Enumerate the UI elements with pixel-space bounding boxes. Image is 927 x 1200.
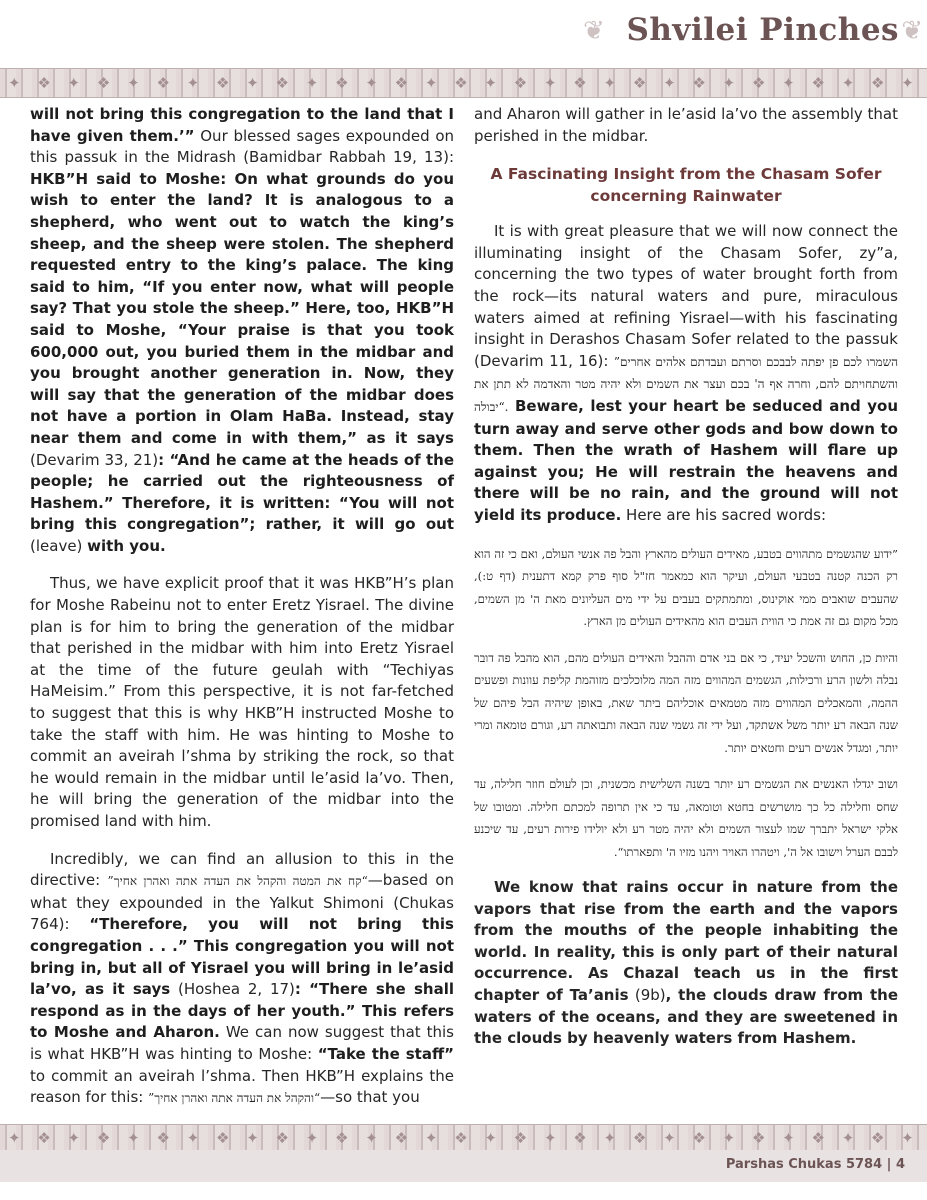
paragraph-proof: Thus, we have explicit proof that it was HKB”H’s plan for Moshe Rabeinu not to enter Eretz Yisrael. The divine plan is for him to bring the generation of the midbar that perished in the midbar with him into Eretz Yisrael at the time of the future geulah with “Techiyas HaMeisim.” From this perspective, it is not far-fetched to suggest that this is why HKB”H instructed Moshe to take the staff with him. He was hinting to Moshe to commit an aveirah l’shma by striking the rock, so that he would remain in the midbar until le’asid la’vo. Then, he will bring the generation of the midbar into the promised land with him.: [30, 574, 454, 830]
swirl-ornament-icon: ❦: [901, 16, 923, 46]
band-ornament: ✦ ❖ ✦ ❖ ✦ ❖ ✦ ❖ ✦ ❖ ✦ ❖ ✦ ❖ ✦ ❖ ✦ ❖ ✦ ❖ ✦ ❖ ✦ ❖ ✦ ❖ ✦ ❖ ✦ ❖ ✦: [8, 74, 920, 92]
swirl-ornament-icon: ❦: [583, 16, 605, 46]
page-header: [0, 0, 927, 110]
right-column: [474, 104, 898, 1066]
band-ornament: ✦ ❖ ✦ ❖ ✦ ❖ ✦ ❖ ✦ ❖ ✦ ❖ ✦ ❖ ✦ ❖ ✦ ❖ ✦ ❖ ✦ ❖ ✦ ❖ ✦ ❖ ✦ ❖ ✦ ❖ ✦: [8, 1129, 920, 1147]
paragraph-midrash: will not bring this congregation to the land that I have given them.’” Our blessed sages expounded on this passuk in the Midrash (Bamidbar Rabbah 19, 13): HKB”H said to Moshe: On what grounds do you wish to enter the land? It is analogous to a shepherd, who went out to watch the king’s sheep, and the sheep were stolen. The shepherd requested entry to the king’s palace. The king said to him, “If you enter now, what will people say? That you stole the sheep.” Here, too, HKB”H said to Moshe, “Your praise is that you took 600,000 out, you buried them in the midbar and you brought another generation in. Now, they will say that the generation of the midbar does not have a portion in Olam HaBa. Instead, stay near them and come in with them,” as it says (Devarim 33, 21): “And he came at the heads of the people; he carried out the righteousness of Hashem.” Therefore, it is written: “You will not bring this congregation”; rather, it will go out (leave) with you.: [30, 105, 454, 555]
page-footer: Parshas Chukas 5784 | 4: [725, 1157, 905, 1172]
left-column: [30, 104, 454, 1126]
section-heading: A Fascinating Insight from the Chasam Sofer concerning Rainwater: [490, 165, 882, 206]
paragraph-rains: We know that rains occur in nature from the vapors that rise from the earth and the vapors from the mouths of the people inhabiting the world. In reality, this is only part of their natural occurrence. As Chazal teach us in the first chapter of Ta’anis (9b), the clouds draw from the waters of the oceans, and they are sweetened in the clouds by heavenly waters from Hashem.: [474, 878, 898, 1048]
paragraph-allusion: Incredibly, we can find an allusion to this in the directive: ”קח את המטה והקהל את העדה אתה ואהרן אחיך“—based on what they expounded in the Yalkut Shimoni (Chukas 764): “Therefore, you will not bring this congregation . . .” This congregation you will not bring in, but all of Yisrael you will bring in le’asid la’vo, as it says (Hoshea 2, 17): “There she shall respond as in the days of her youth.” This refers to Moshe and Aharon. We can now suggest that this is what HKB”H was hinting to Moshe: “Take the staff” to commit an aveirah l’shma. Then HKB”H explains the reason for this: ”והקהל את העדה אתה ואהרן אחיך“—so that you: [30, 849, 455, 1107]
hebrew-quote-3: ושוב יגדלו האנשים את הגשמים רע יותר בשנה השלישית מכשנית, וכן לעולם חוזר חלילה, עד שחס וחלילה כל כך מושרשים בחטא וטומאה, עד כי אין תרופה למכתם חלילה. ומטובו של אלקי ישראל יתברך שמו לעצור השמים ולא יהיה מטר רע ולא יולידו פירות רעים, עד שיכנע לבבם הערל וישובו אל ה', ויטהרו האויר ויהנו מזיו ה' ותפארתו“.: [474, 777, 898, 859]
paragraph-chasam-sofer: It is with great pleasure that we will now connect the illuminating insight of the Chasam Sofer, zy”a, concerning the two types of water brought forth from the rock—its natural waters and pure, miraculous waters aimed at refining Yisrael—with his fascinating insight in Derashos Chasam Sofer related to the passuk (Devarim 11, 16): ”השמרו לכם פן יפתה לבבכם וסרתם ועבדתם אלהים אחרים והשתחויתם להם, וחרה אף ה' בכם ועצר את השמים ולא יהיה מטר והאדמה לא תתן את יבולה“. Beware, lest your heart be seduced and you turn away and serve other gods and bow down to them. Then the wrath of Hashem will flare up against you; He will restrain the heavens and there will be no rain, and the ground will not yield its produce. Here are his sacred words:: [474, 222, 898, 524]
publication-title: Shvilei Pinches: [626, 12, 899, 48]
paragraph-continuation: and Aharon will gather in le’asid la’vo the assembly that perished in the midbar.: [474, 105, 898, 145]
hebrew-quote-2: והיות כן, החוש והשכל יעיד, כי אם בני אדם וההבל והאידים העולים מהם, הוא מהבל פה דובר נבלה ולשון הרע ורכילות, הגשמים המהווים מזה המה מלוכלכים מזוהמת קליפת עוונות ופשעים ההמה, והמאכלים המהווים מזה מטמאים אוכליהם ביתר שאת, באופן שיהיה הבל פיהם של שנה הבאה רע יותר משל אשתקד, ועל ידי זה גשמי שנה הבאה ותבואתה רע, וגורם טומאה ומרי יותר, ומגדל אנשים רעים וחטאים יותר.: [474, 650, 898, 755]
hebrew-quote-1: ”ידוע שהגשמים מתהווים בטבע, מאידים העולים מהארץ והבל פה אנשי העולם, ואם כי זה הוא רק הכנה קטנה בטבעי העולם, ועיקר הוא כמאמר חז"ל סוף פרק קמא דתענית (דף ט:), שהעבים שואבים ממי אוקינוס, ומתמתקים בעבים על ידי מים העליונים מאת ה' מן השמים, מכל מקום גם זה אמת כי הווית העבים הוא מהאידים העולים מן הארץ.: [474, 546, 898, 628]
